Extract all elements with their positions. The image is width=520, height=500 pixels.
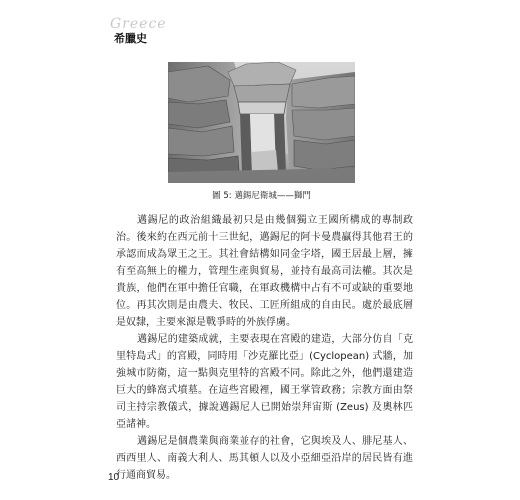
- running-header: [108, 16, 228, 46]
- body-text: [116, 212, 413, 484]
- header-script-title: Greece: [110, 16, 167, 32]
- paragraph-2: 邁錫尼的建築成就，主要表現在宮殿的建造，大部分仿自「克里特島式」的宮殿，同時用「沙克羅比亞」(Cyclopean) 式牆，加強城市防衛，這一點與克里特的宮殿不同。除此之外，他們還建造巨大的蜂窩式墳墓。在這些宮殿裡，國王掌管政務；宗教方面由祭司主持宗教儀式，據說邁錫尼人已開始崇拜宙斯 (Zeus) 及奧林匹亞諸神。: [116, 334, 413, 430]
- paragraph-1: 邁錫尼的政治組織最初只是由幾個獨立王國所構成的專制政治。後來約在西元前十三世紀，邁錫尼的阿卡曼農贏得其他君王的承認而成為眾王之王。其社會結構如同金字塔，國王居最上層，擁有至高無上的權力，管理生產與貿易，並持有最高司法權。其次是貴族，他們在軍中擔任官職，在軍政機構中占有不可或缺的重要地位。再其次則是由農夫、牧民、工匠所組成的自由民。處於最底層是奴隸，主要來源是戰爭時的外族俘虜。: [116, 215, 413, 328]
- page-number: 10: [108, 472, 120, 483]
- figure-caption: 圖 5: 邁錫尼衛城——獅門: [212, 191, 311, 201]
- paragraph-3: 邁錫尼是個農業與商業並存的社會，它與埃及人、腓尼基人、西西里人、南義大利人、馬其頓人以及小亞細亞沿岸的居民皆有進行通商貿易。: [116, 436, 413, 481]
- lion-gate-photo: [168, 62, 355, 183]
- header-title: 希臘史: [114, 32, 147, 45]
